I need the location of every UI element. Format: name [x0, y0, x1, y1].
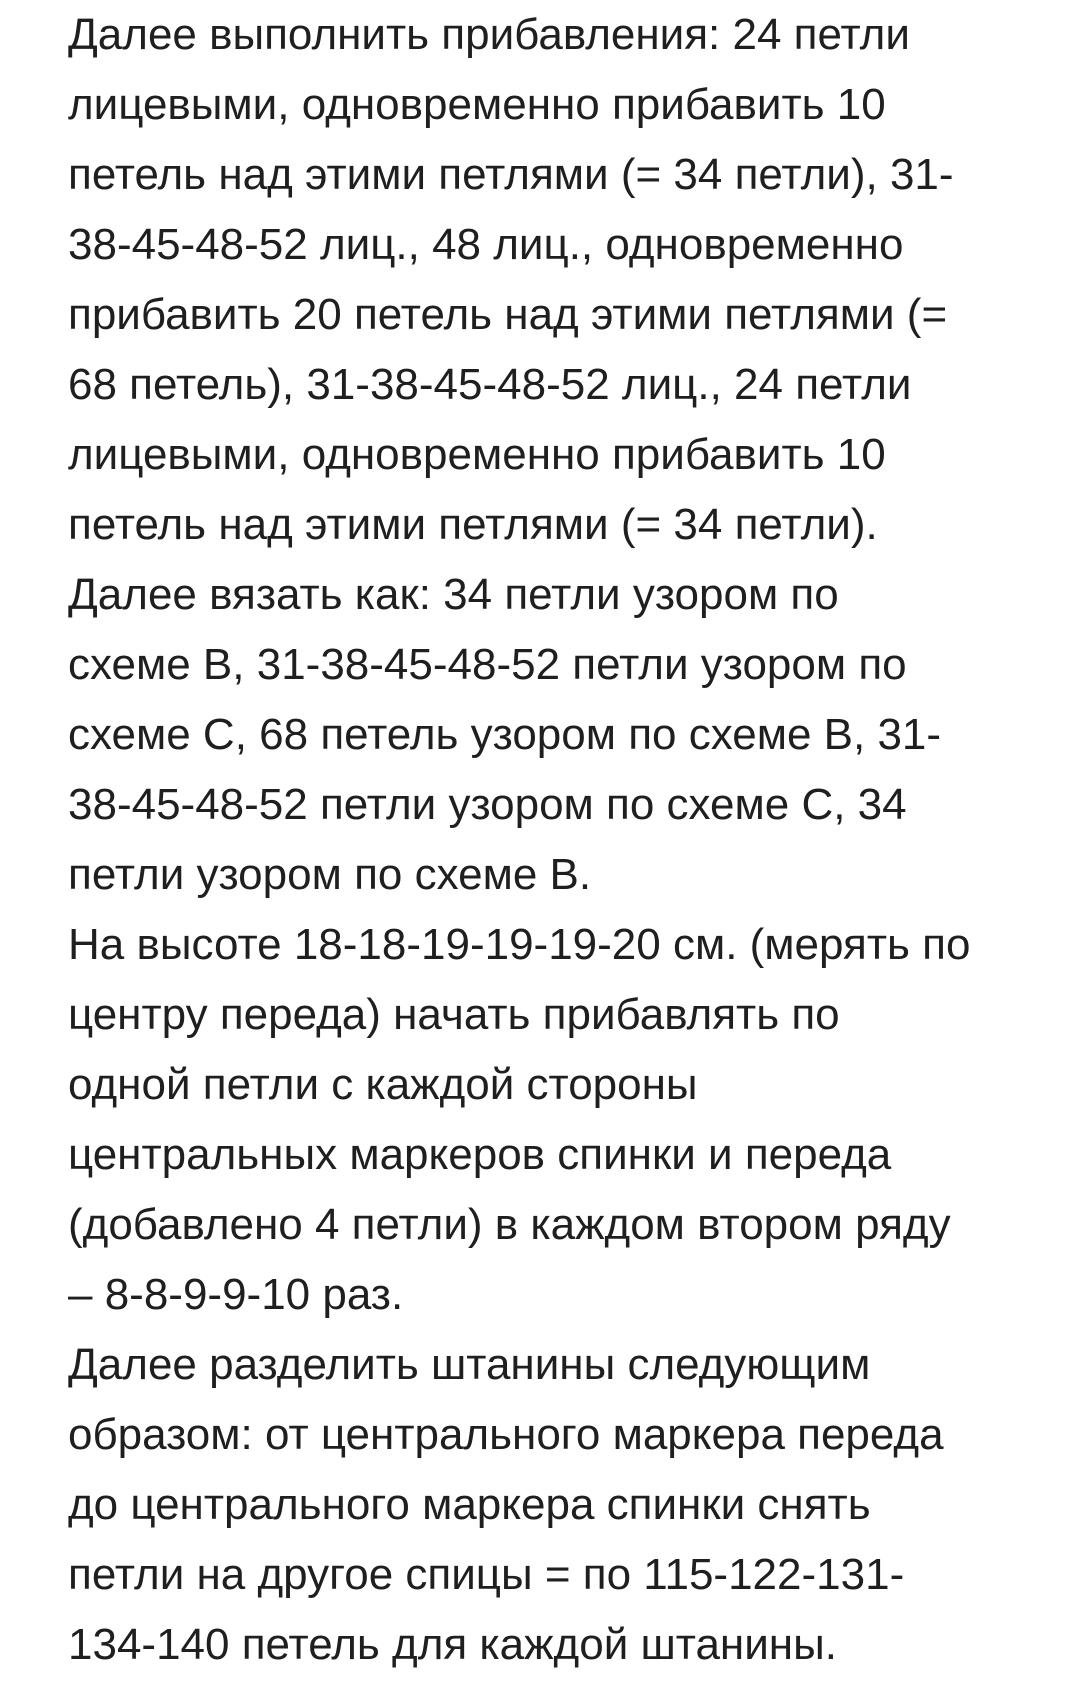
text-line: петли на другое спицы = по 115-122-131-: [68, 1550, 905, 1599]
text-line: – 8-8-9-9-10 раз.: [68, 1270, 404, 1319]
text-line: лицевыми, одновременно прибавить 10: [68, 80, 886, 129]
text-line: 38-45-48-52 петли узором по схеме C, 34: [68, 780, 907, 829]
text-line: центру переда) начать прибавлять по: [68, 990, 840, 1039]
text-line: 68 петель), 31-38-45-48-52 лиц., 24 петли: [68, 360, 912, 409]
text-line: лицевыми, одновременно прибавить 10: [68, 430, 886, 479]
text-line: петли узором по схеме B.: [68, 850, 592, 899]
text-line: петель над этими петлями (= 34 петли).: [68, 500, 878, 549]
text-line: На высоте 18-18-19-19-19-20 см. (мерять по: [68, 920, 971, 969]
text-line: 38-45-48-52 лиц., 48 лиц., одновременно: [68, 220, 904, 269]
text-line: (добавлено 4 петли) в каждом втором ряду: [68, 1200, 951, 1249]
text-line: до центрального маркера спинки снять: [68, 1480, 871, 1529]
text-line: схеме B, 31-38-45-48-52 петли узором по: [68, 640, 907, 689]
text-line: Далее выполнить прибавления: 24 петли: [68, 10, 910, 59]
text-line: прибавить 20 петель над этими петлями (=: [68, 290, 948, 339]
text-line: образом: от центрального маркера переда: [68, 1410, 944, 1459]
text-line: схеме C, 68 петель узором по схеме B, 31-: [68, 710, 942, 759]
text-line: 134-140 петель для каждой штанины.: [68, 1620, 837, 1669]
text-line: центральных маркеров спинки и переда: [68, 1130, 892, 1179]
text-line: Далее разделить штанины следующим: [68, 1340, 871, 1389]
article-text: [68, 0, 1068, 1680]
text-line: одной петли с каждой стороны: [68, 1060, 698, 1109]
text-line: петель над этими петлями (= 34 петли), 31-: [68, 150, 954, 199]
text-line: Далее вязать как: 34 петли узором по: [68, 570, 839, 619]
